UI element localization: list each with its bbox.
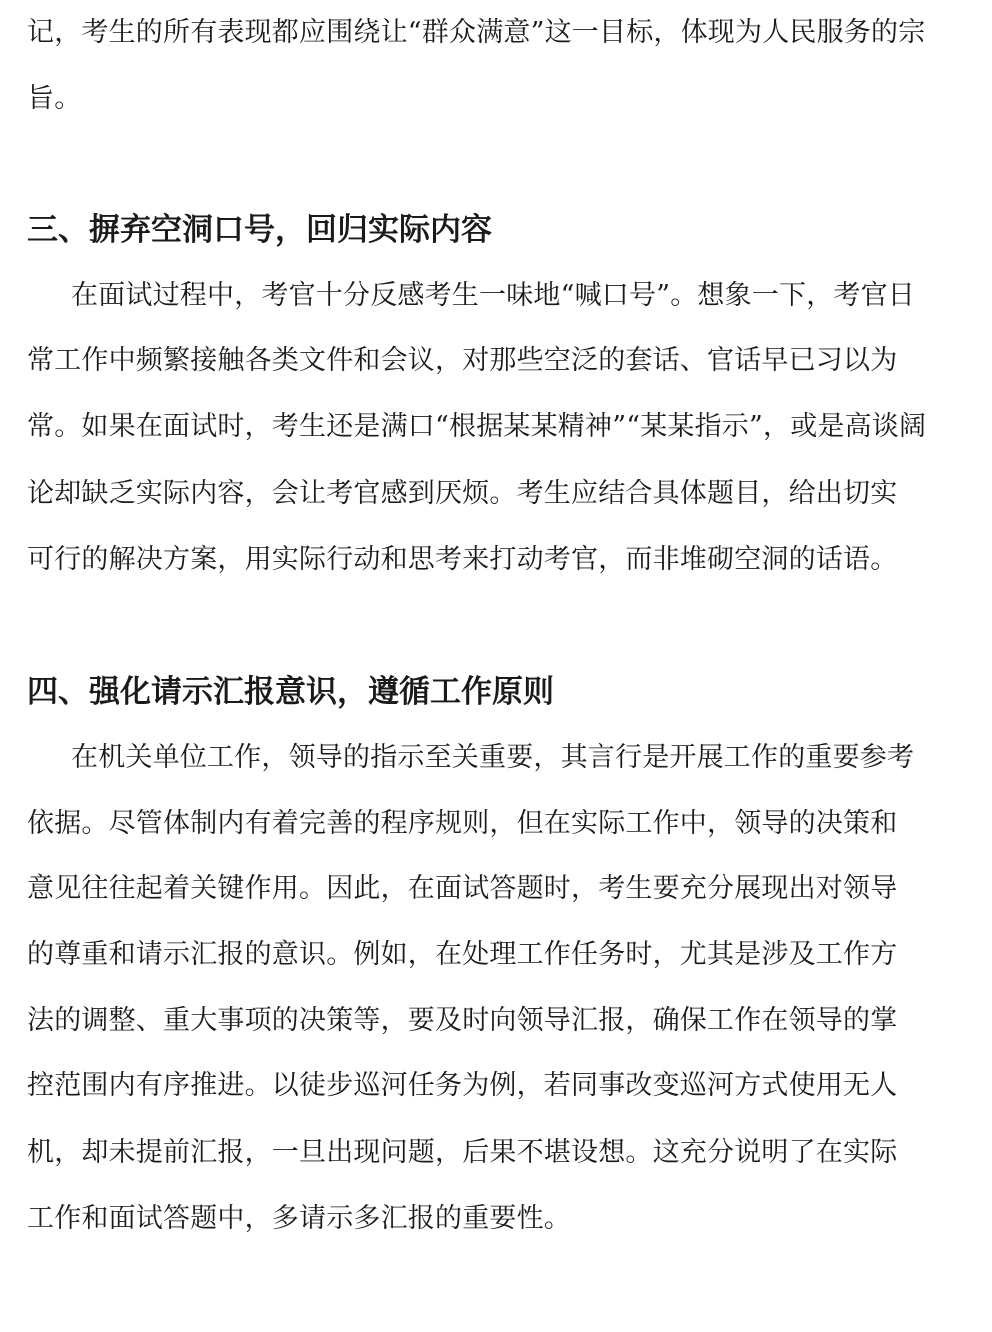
section-3-line-1: 在面试过程中，考官十分反感考生一味地“喊口号”。想象一下，考官日 [71,280,916,311]
section-3-line-4: 论却缺乏实际内容，会让考官感到厌烦。考生应结合具体题目，给出切实 [27,478,898,509]
section-3-heading: 三、摒弃空洞口号，回归实际内容 [27,212,492,248]
intro-line-2: 旨。 [27,83,82,114]
section-3-line-5: 可行的解决方案，用实际行动和思考来打动考官，而非堆砌空洞的话语。 [27,544,898,575]
intro-line-1: 记，考生的所有表现都应围绕让“群众满意”这一目标，体现为人民服务的宗 [27,17,926,48]
section-3-line-2: 常工作中频繁接触各类文件和会议，对那些空泛的套话、官话早已习以为 [27,345,898,376]
section-4-line-2: 依据。尽管体制内有着完善的程序规则，但在实际工作中，领导的决策和 [27,808,898,839]
section-4-line-3: 意见往往起着关键作用。因此，在面试答题时，考生要充分展现出对领导 [27,873,898,904]
section-4-line-6: 控范围内有序推进。以徒步巡河任务为例，若同事改变巡河方式使用无人 [27,1070,898,1101]
section-4-line-1: 在机关单位工作，领导的指示至关重要，其言行是开展工作的重要参考 [71,742,915,773]
section-4-line-8: 工作和面试答题中，多请示多汇报的重要性。 [27,1203,571,1234]
section-4-line-7: 机，却未提前汇报，一旦出现问题，后果不堪设想。这充分说明了在实际 [27,1137,898,1168]
section-3-line-3: 常。如果在面试时，考生还是满口“根据某某精神”“某某指示”，或是高谈阔 [27,411,927,442]
section-4-line-5: 法的调整、重大事项的决策等，要及时向领导汇报，确保工作在领导的掌 [27,1005,898,1036]
section-4-heading: 四、强化请示汇报意识，遵循工作原则 [27,674,554,710]
section-4-line-4: 的尊重和请示汇报的意识。例如，在处理工作任务时，尤其是涉及工作方 [27,939,898,970]
